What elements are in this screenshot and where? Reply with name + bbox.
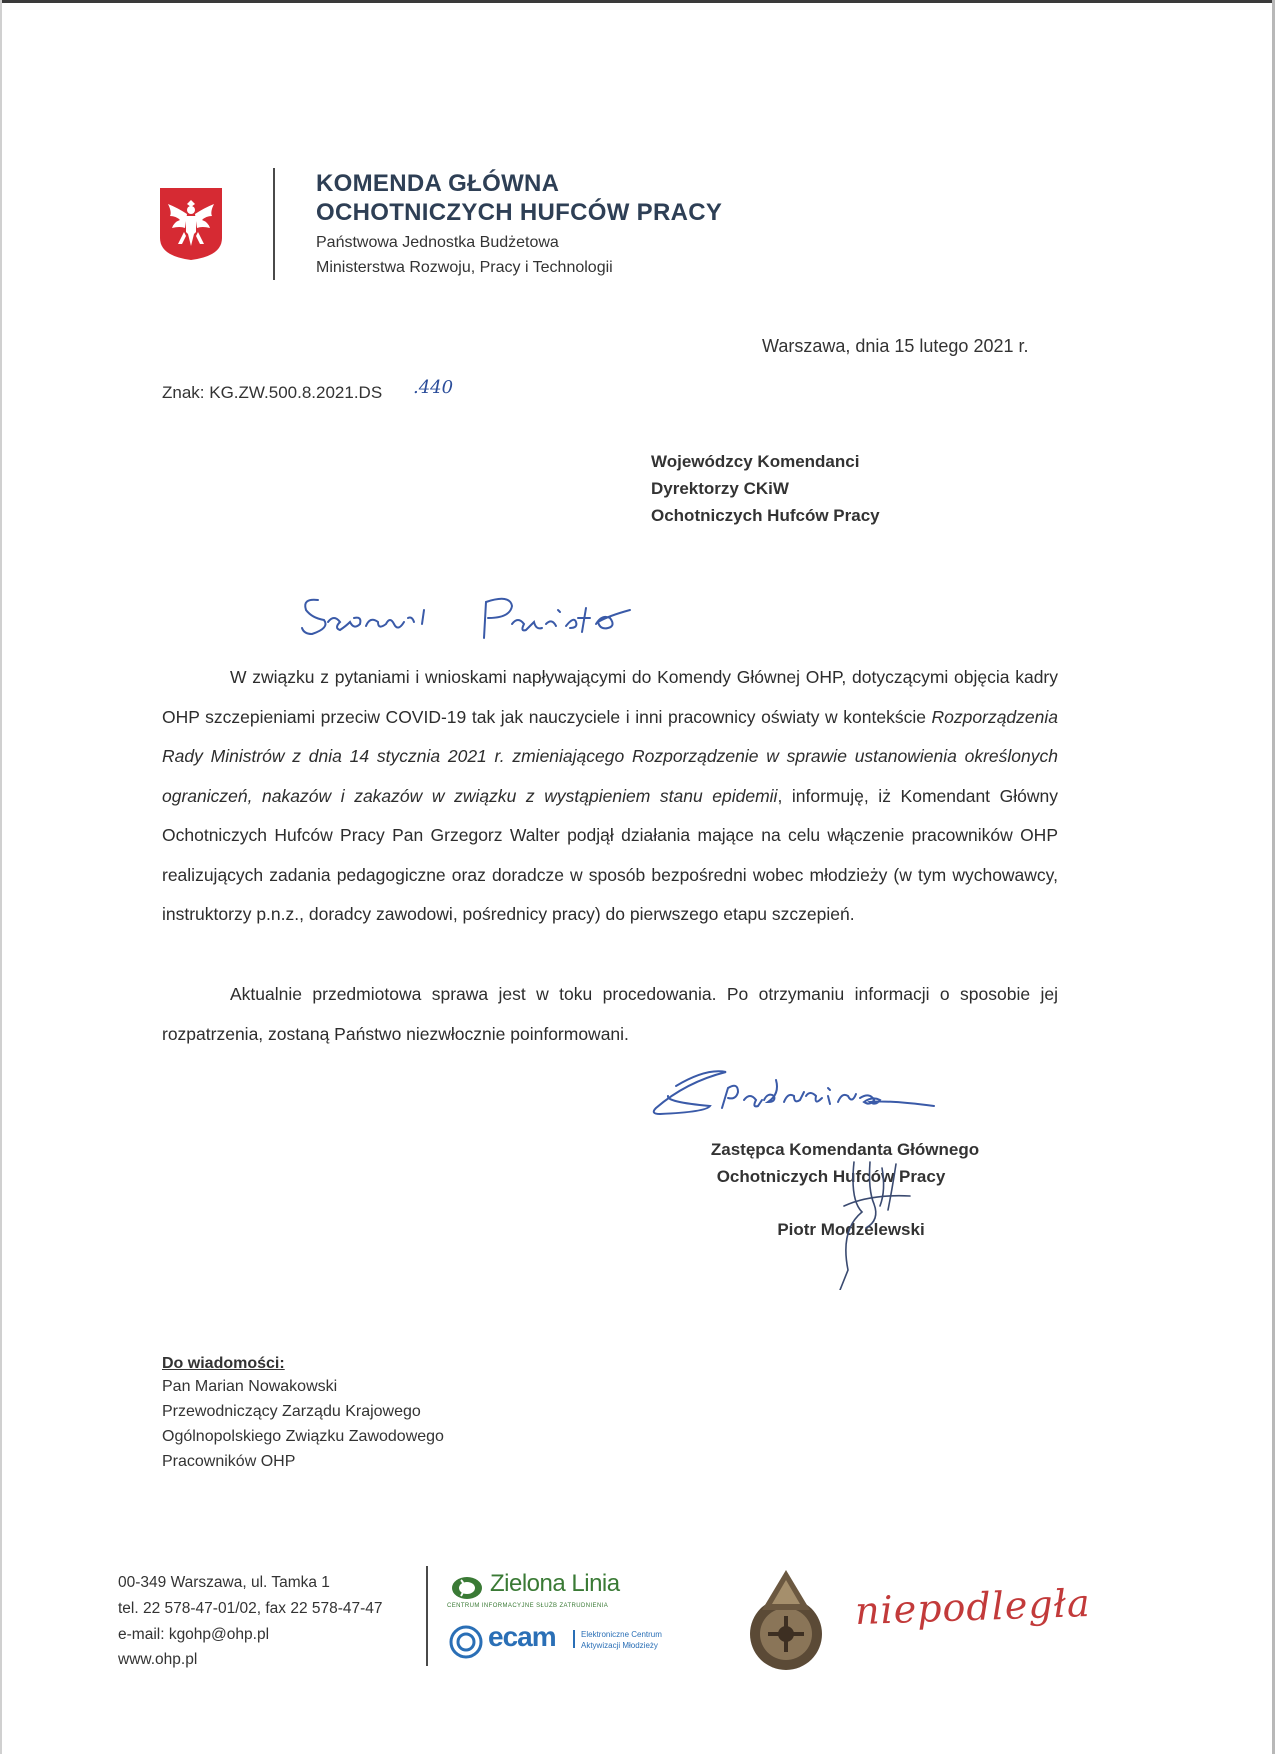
signatory-name: Piotr Modzelewski: [777, 1220, 925, 1239]
ohp-badge-icon: [738, 1560, 834, 1680]
header-divider: [273, 168, 275, 280]
polish-eagle-emblem-icon: [158, 186, 224, 262]
body-paragraph-2: Aktualnie przedmiotowa sprawa jest w toku procedowania. Po otrzymaniu informacji o sposobie jej rozpatrzenia, zostaną Państwo niezwłocznie poinformowani.: [162, 984, 1058, 1044]
addressee-line: Ochotniczych Hufców Pracy: [651, 506, 880, 525]
footer-phone: tel. 22 578-47-01/02, fax 22 578-47-47: [118, 1600, 383, 1617]
signatory-title-line1: Zastępca Komendanta Głównego: [710, 1140, 980, 1159]
body-paragraph-1: [162, 658, 1058, 935]
reference-number: Znak: KG.ZW.500.8.2021.DS: [162, 383, 383, 402]
scan-edge-top: [0, 0, 1275, 3]
handwritten-salutation: [296, 588, 696, 648]
footer-email: e-mail: kgohp@ohp.pl: [118, 1626, 270, 1643]
signature-scribble: [810, 1150, 920, 1290]
org-name-line2: OCHOTNICZYCH HUFCÓW PRACY: [316, 199, 723, 226]
ecam-divider: [573, 1630, 575, 1648]
body-paragraph-1-text: W związku z pytaniami i wnioskami napływającymi do Komendy Głównej OHP, dotyczącymi objęcia kadry OHP szczepieniami przeciw COVID-19 tak jak nauczyciele i inni pracownicy oświaty w kontekście: [162, 667, 1058, 727]
cc-recipient-line: Ogólnopolskiego Związku Zawodowego: [162, 1428, 444, 1445]
date-line: Warszawa, dnia 15 lutego 2021 r.: [762, 336, 1029, 356]
footer-website: www.ohp.pl: [118, 1651, 198, 1668]
cc-recipient-line: Pan Marian Nowakowski: [162, 1378, 338, 1395]
cc-heading: Do wiadomości:: [162, 1355, 285, 1372]
addressee-line: Dyrektorzy CKiW: [651, 479, 789, 498]
ecam-logo-icon: [447, 1624, 487, 1660]
cc-recipient-line: Pracowników OHP: [162, 1453, 296, 1470]
zielona-linia-subtitle: CENTRUM INFORMACYJNE SŁUŻB ZATRUDNIENIA: [447, 1603, 609, 1609]
signatory-title-line2: Ochotniczych Hufców Pracy: [716, 1167, 946, 1186]
ecam-subtitle-line2: Aktywizacji Młodzieży: [581, 1641, 658, 1650]
handwritten-closing: [646, 1062, 1026, 1132]
cc-recipient-line: Przewodniczący Zarządu Krajowego: [162, 1403, 421, 1420]
addressee-line: Wojewódzcy Komendanci: [651, 452, 860, 471]
regulation-title: Rozporządzenia Rady Ministrów z dnia 14 stycznia 2021 r. zmieniającego Rozporządzenie w sprawie ustanowienia określonych ograniczeń, nakazów i zakazów w związku z wystąpieniem stanu epidemii: [162, 706, 1058, 806]
ecam-subtitle-line1: Elektroniczne Centrum: [581, 1630, 662, 1639]
body-paragraph-1-text-cont: , informuję, iż Komendant Główny Ochotniczych Hufców Pracy Pan Grzegorz Walter podjął działania mające na celu włączenie pracowników OHP realizujących zadania pedagogiczne oraz doradcze w sposób bezpośredni wobec młodzieży (w tym wychowawcy, instruktorzy p.n.z., doradcy zawodowi, pośrednicy pracy) do pierwszego etapu szczepień.: [162, 785, 1058, 924]
org-subtitle-line2: Ministerstwa Rozwoju, Pracy i Technologii: [316, 259, 613, 276]
footer-address: 00-349 Warszawa, ul. Tamka 1: [118, 1574, 330, 1591]
footer-divider: [426, 1566, 428, 1666]
zielona-linia-name: Zielona Linia: [490, 1570, 620, 1597]
org-subtitle-line1: Państwowa Jednostka Budżetowa: [316, 234, 559, 251]
reference-handwritten-number: .440: [413, 377, 454, 398]
niepodlegla-logo-text: niepodległa: [854, 1580, 1092, 1634]
org-name-line1: KOMENDA GŁÓWNA: [316, 170, 560, 197]
scan-edge-left: [0, 0, 2, 1754]
ecam-name: ecam: [488, 1621, 556, 1652]
